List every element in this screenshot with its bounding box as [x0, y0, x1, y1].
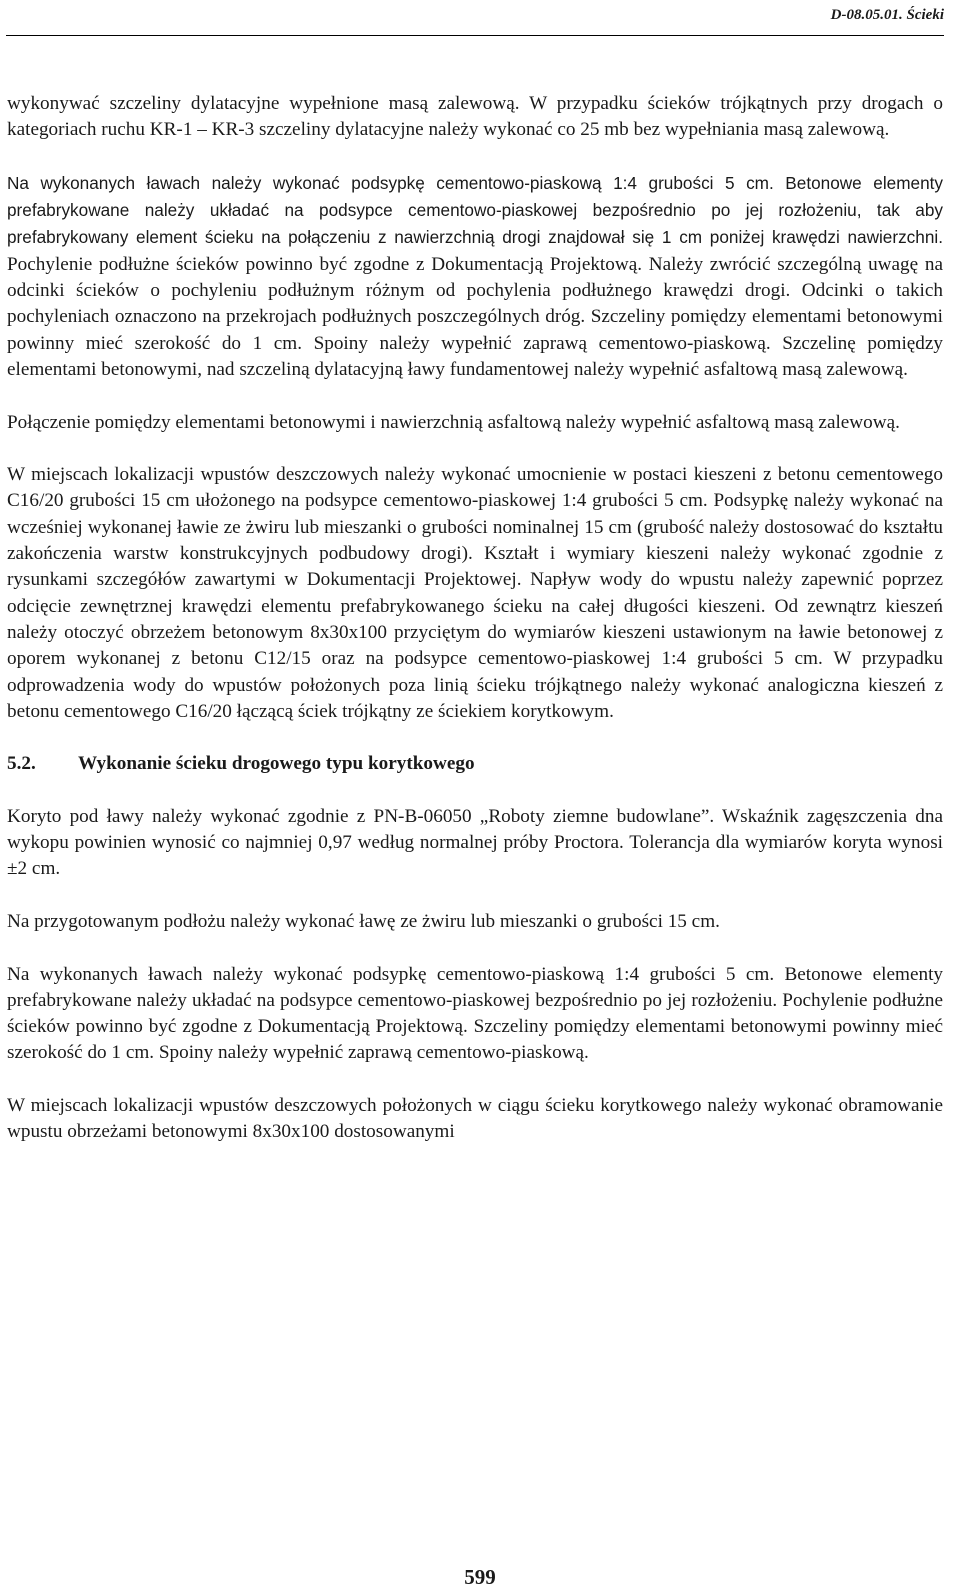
paragraph-channel-laying: Na wykonanych ławach należy wykonać podsypkę cementowo-piaskową 1:4 grubości 5 cm. Betonowe elementy prefabrykowane należy układać na podsypce cementowo-piaskowej bezpośrednio po jej rozłożeniu. Pochylenie podłużne ścieków powinno być zgodne z Dokumentacją Projektową. Szczeliny pomiędzy elementami betonowymi powinny mieć szerokość do 1 cm. Spoiny należy wypełnić zaprawą cementowo-piaskową.: [7, 963, 943, 1064]
section-number: 5.2.: [7, 753, 36, 775]
header-divider: [6, 35, 944, 36]
paragraph-gully-framing: W miejscach lokalizacji wpustów deszczowych położonych w ciągu ścieku korytkowego należy wykonać obramowanie wpustu obrzeżami betonowymi 8x30x100 dostosowanymi: [7, 1094, 943, 1143]
paragraph-asphalt-joint: Połączenie pomiędzy elementami betonowymi i nawierzchnią asfaltową należy wypełnić asfaltową masą zalewową.: [7, 411, 900, 433]
paragraph-bedding-and-laying: [7, 170, 943, 383]
document-body: [7, 91, 943, 1172]
paragraph-trench: Koryto pod ławy należy wykonać zgodnie z PN-B-06050 „Roboty ziemne budowlane”. Wskaźnik zagęszczenia dna wykopu powinien wynosić co najmniej 0,97 według normalnej próby Proctora. Tolerancja dla wymiarów koryta wynosi ±2 cm.: [7, 805, 943, 880]
page-number: 599: [464, 1565, 496, 1589]
paragraph-gravel-bench: Na przygotowanym podłożu należy wykonać ławę ze żwiru lub mieszanki o grubości 15 cm.: [7, 910, 720, 932]
running-header: D-08.05.01. Ścieki: [830, 7, 944, 23]
paragraph-bedding-serif-part: Pochylenie podłużne ścieków powinno być zgodne z Dokumentacją Projektową. Należy zwrócić szczególną uwagę na odcinki ścieków o pochyleniu podłużnym różnym od pochylenia podłużnego krawędzi drogi. Odcinki o takich pochyleniach oznaczono na przekrojach podłużnych poszczególnych dróg. Szczeliny pomiędzy elementami betonowymi powinny mieć szerokość do 1 cm. Spoiny należy wypełnić zaprawą cementowo-piaskową. Szczelinę pomiędzy elementami betonowymi, nad szczeliną dylatacyjną ławy fundamentowej należy wypełnić asfaltową masą zalewową.: [7, 253, 943, 380]
section-title: Wykonanie ścieku drogowego typu korytkowego: [78, 753, 475, 775]
section-heading: [7, 751, 943, 777]
paragraph-bedding-sans-part: Na wykonanych ławach należy wykonać podsypkę cementowo-piaskową 1:4 grubości 5 cm. Betonowe elementy prefabrykowane należy układać na podsypce cementowo-piaskowej bezpośrednio po jej rozłożeniu, tak aby prefabrykowany element ścieku na połączeniu z nawierzchnią drogi znajdował się 1 cm poniżej krawędzi nawierzchni.: [7, 172, 943, 248]
paragraph-expansion-joints: wykonywać szczeliny dylatacyjne wypełnione masą zalewową. W przypadku ścieków trójkątnych przy drogach o kategoriach ruchu KR-1 – KR-3 szczeliny dylatacyjne należy wykonać co 25 mb bez wypełniania masą zalewową.: [7, 93, 943, 141]
paragraph-gully-pockets: W miejscach lokalizacji wpustów deszczowych należy wykonać umocnienie w postaci kieszeni z betonu cementowego C16/20 grubości 15 cm ułożonego na podsypce cementowo-piaskowej 1:4 grubości 5 cm. Podsypkę należy wykonać na wcześniej wykonanej ławie ze żwiru lub mieszanki o grubości nominalnej 15 cm (grubość należy dostosować do kształtu zakończenia warstw konstrukcyjnych podbudowy drogi). Kształt i wymiary kieszeni należy wykonać zgodnie z rysunkami szczegółów zawartymi w Dokumentacji Projektowej. Napływ wody do wpustu należy zapewnić poprzez odcięcie zewnętrznej krawędzi elementu prefabrykowanego ścieku na całej długości kieszeni. Od zewnątrz kieszeń należy otoczyć obrzeżem betonowym 8x30x100 przyciętym do wymiarów kieszeni ustawionym na ławie betonowej z oporem wykonanej z betonu C12/15 oraz na podsypce cementowo-piaskowej 1:4 grubości 5 cm. W przypadku odprowadzenia wody do wpustów położonych poza linią ścieku trójkątnego należy wykonać analogiczna kieszeń z betonu cementowego C16/20 łączącą ściek trójkątny ze ściekiem korytkowym.: [7, 464, 943, 722]
